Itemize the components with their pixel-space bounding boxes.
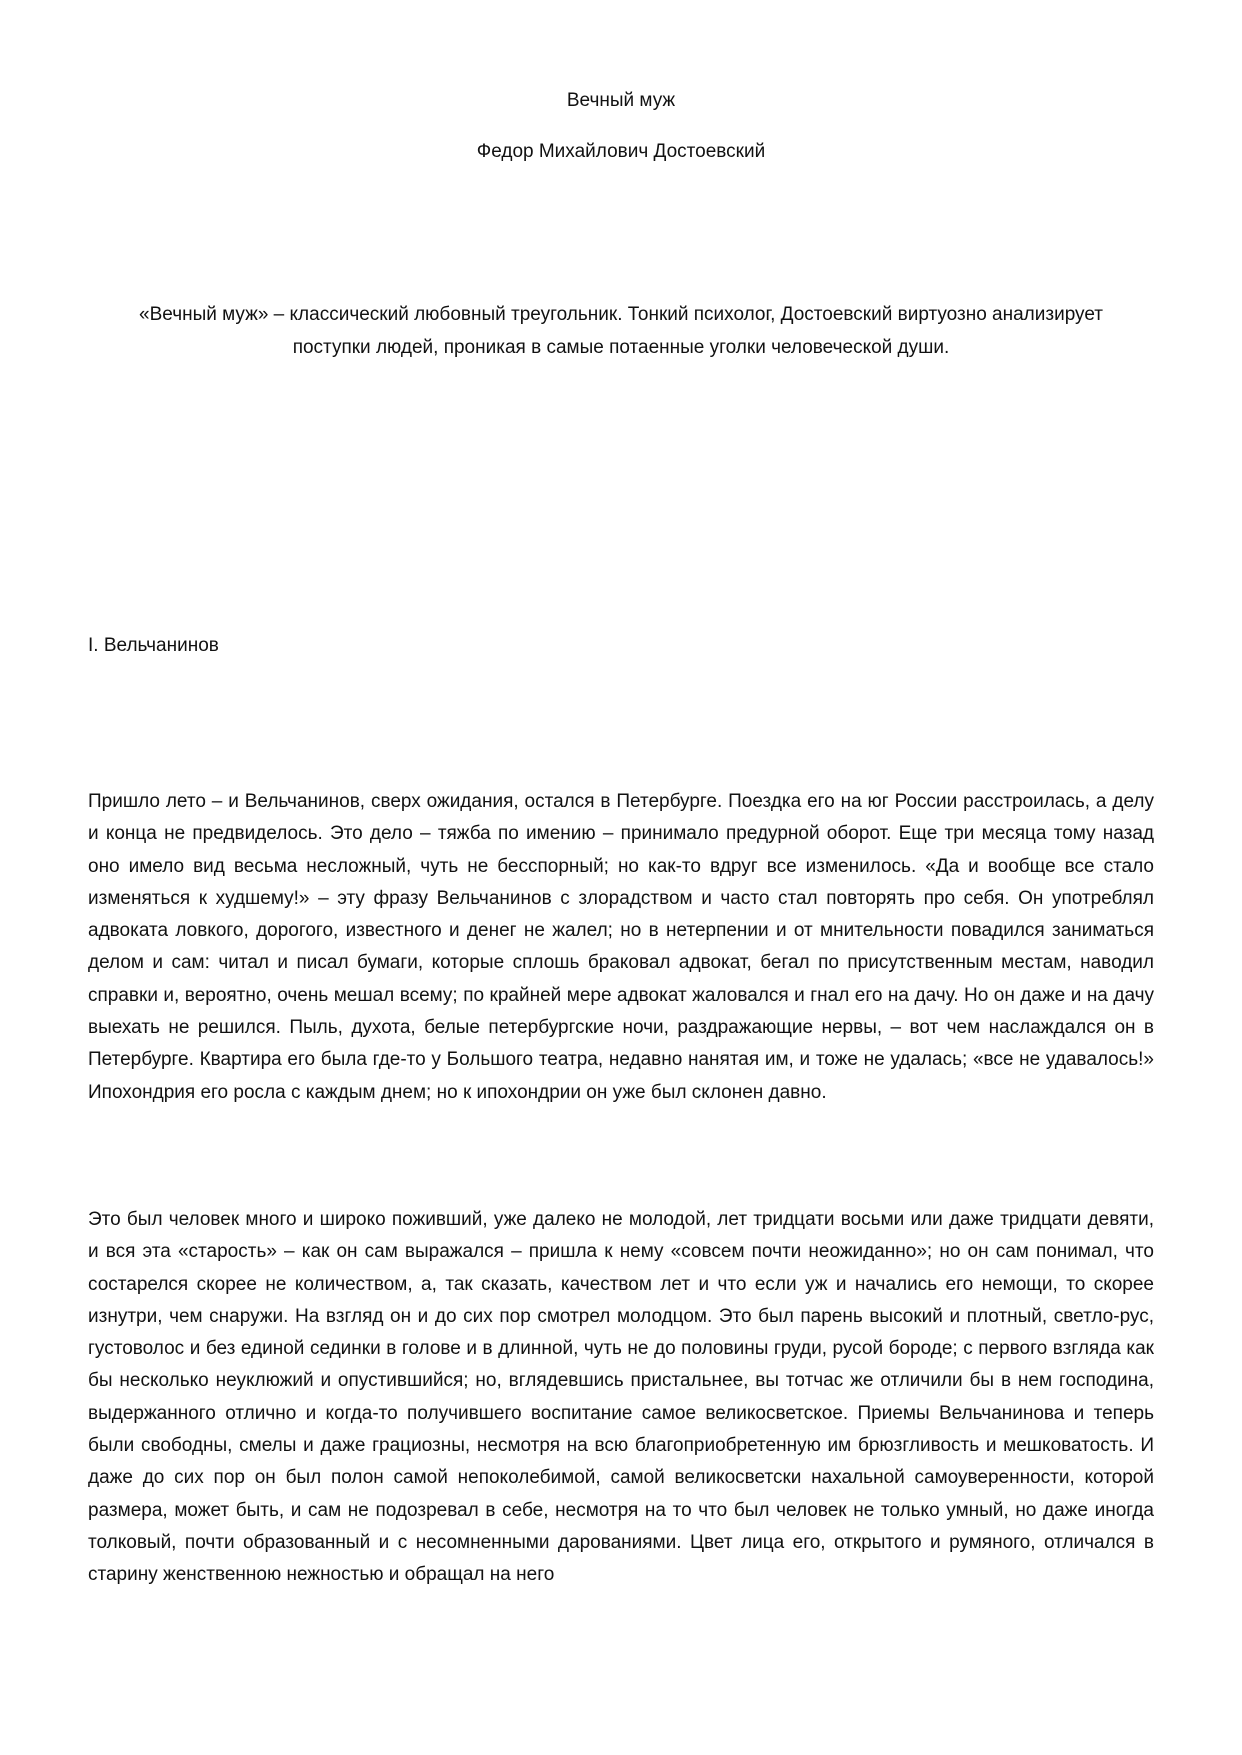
body-paragraph: Это был человек много и широко поживший, уже далеко не молодой, лет тридцати восьми или даже тридцати девяти, и вся эта «старость» – как он сам выражался – пришла к нему «совсем почти неожиданно»; но он сам понимал, что состарелся скорее не количеством, а, так сказать, качеством лет и что если уж и начались его немощи, то скорее изнутри, чем снаружи. На взгляд он и до сих пор смотрел молодцом. Это был парень высокий и плотный, светло-рус, густоволос и без единой сединки в голове и в длинной, чуть не до половины груди, русой бороде; с первого взгляда как бы несколько неуклюжий и опустившийся; но, вглядевшись пристальнее, вы тотчас же отличили бы в нем господина, выдержанного отлично и когда-то получившего воспитание самое великосветское. Приемы Вельчанинова и теперь были свободны, смелы и даже грациозны, несмотря на всю благоприобретенную им брюзгливость и мешковатость. И даже до сих пор он был полон самой непоколебимой, самой великосветски нахальной самоуверенности, которой размера, может быть, и сам не подозревал в себе, несмотря на то что был человек не только умный, но даже иногда толковый, почти образованный и с несомненными дарованиями. Цвет лица его, открытого и румяного, отличался в старину женственною нежностью и обращал на него — [88, 1209, 1154, 1586]
book-title: Вечный муж — [566, 90, 676, 111]
book-author: Федор Михайлович Достоевский — [476, 141, 766, 162]
body-paragraph: Пришло лето – и Вельчанинов, сверх ожидания, остался в Петербурге. Поездка его на юг России расстроилась, а делу и конца не предвиделось. Это дело – тяжба по имению – принимало предурной оборот. Еще три месяца тому назад оно имело вид весьма несложный, чуть не бесспорный; но как-то вдруг все изменилось. «Да и вообще все стало изменяться к худшему!» – эту фразу Вельчанинов с злорадством и часто стал повторять про себя. Он употреблял адвоката ловкого, дорогого, известного и денег не жалел; но в нетерпении и от мнительности повадился заниматься делом и сам: читал и писал бумаги, которые сплошь браковал адвокат, бегал по присутственным местам, наводил справки и, вероятно, очень мешал всему; по крайней мере адвокат жаловался и гнал его на дачу. Но он даже и на дачу выехать не решился. Пыль, духота, белые петербургские ночи, раздражающие нервы, – вот чем наслаждался он в Петербурге. Квартира его была где-то у Большого театра, недавно нанятая им, и тоже не удалась; «все не удавалось!» Ипохондрия его росла с каждым днем; но к ипохондрии он уже был склонен давно. — [88, 791, 1154, 1103]
chapter-heading: I. Вельчанинов — [88, 635, 219, 656]
book-annotation: «Вечный муж» – классический любовный треугольник. Тонкий психолог, Достоевский виртуозно анализирует поступки людей, проникая в самые потаенные уголки человеческой души. — [139, 304, 1103, 358]
